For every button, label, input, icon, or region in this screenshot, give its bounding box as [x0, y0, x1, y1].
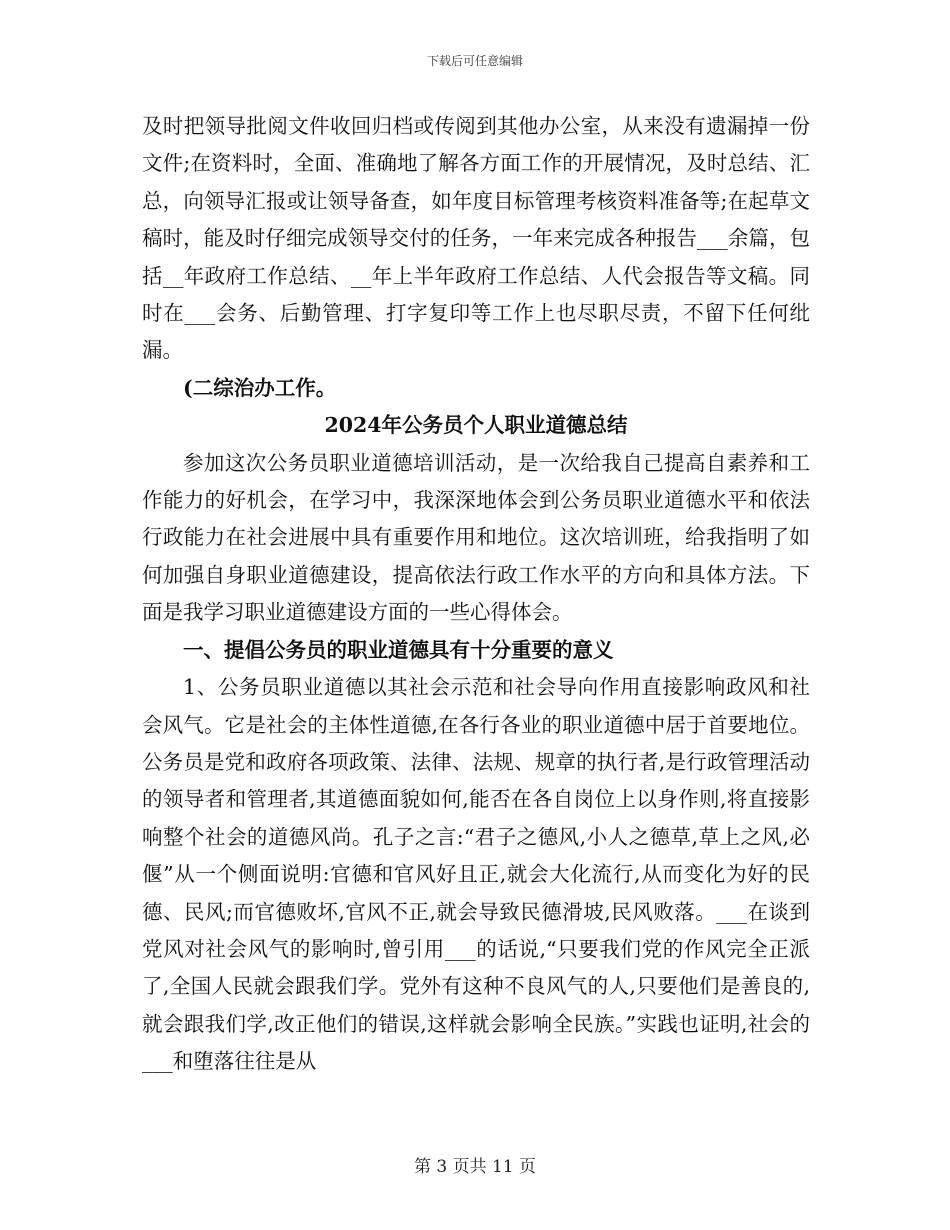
document-body: [142, 108, 810, 1081]
intro-paragraph: 参加这次公务员职业道德培训活动，是一次给我自己提高自素养和工作能力的好机会，在学习中，我深深地体会到公务员职业道德水平和依法行政能力在社会进展中具有重要作用和地位。这次培训班，给我指明了如何加强自身职业道德建设，提高依法行政工作水平的方向和具体方法。下面是我学习职业道德建设方面的一些心得体会。: [142, 450, 810, 625]
point-one-paragraph: 1、公务员职业道德以其社会示范和社会导向作用直接影响政风和社会风气。它是社会的主体性道德,在各行各业的职业道德中居于首要地位。公务员是党和政府各项政策、法律、法规、规章的执行者,是行政管理活动的领导者和管理者,其道德面貌如何,能否在各自岗位上以身作则,将直接影响整个社会的道德风尚。孔子之言:“君子之德风,小人之德草,草上之风,必偃”从一个侧面说明:官德和官风好且正,就会大化流行,从而变化为好的民德、民风;而官德败坏,官风不正,就会导致民德滑坡,民风败落。___在谈到党风对社会风气的影响时,曾引用___的话说,“只要我们党的作风完全正派了,全国人民就会跟我们学。党外有这种不良风气的人,只要他们是善良的,就会跟我们学,改正他们的错误,这样就会影响全民族。”实践也证明,社会的___和堕落往往是从: [142, 675, 810, 1074]
page-footer: 第 3 页共 11 页: [413, 1157, 537, 1177]
section-heading-one: 一、提倡公务员的职业道德具有十分重要的意义: [183, 637, 614, 662]
continuation-paragraph: 及时把领导批阅文件收回归档或传阅到其他办公室，从来没有遗漏掉一份文件;在资料时，全面、准确地了解各方面工作的开展情况，及时总结、汇总，向领导汇报或让领导备查，如年度目标管理考核资料准备等;在起草文稿时，能及时仔细完成领导交付的任务，一年来完成各种报告___余篇，包括__年政府工作总结、__年上半年政府工作总结、人代会报告等文稿。同时在___会务、后勤管理、打字复印等工作上也尽职尽责，不留下任何纰漏。: [142, 114, 810, 363]
document-title: 2024年公务员个人职业道德总结: [324, 413, 628, 438]
subheading-zongzhiban: (二综治办工作。: [183, 375, 337, 400]
page-header: 下载后可任意编辑: [426, 54, 523, 68]
